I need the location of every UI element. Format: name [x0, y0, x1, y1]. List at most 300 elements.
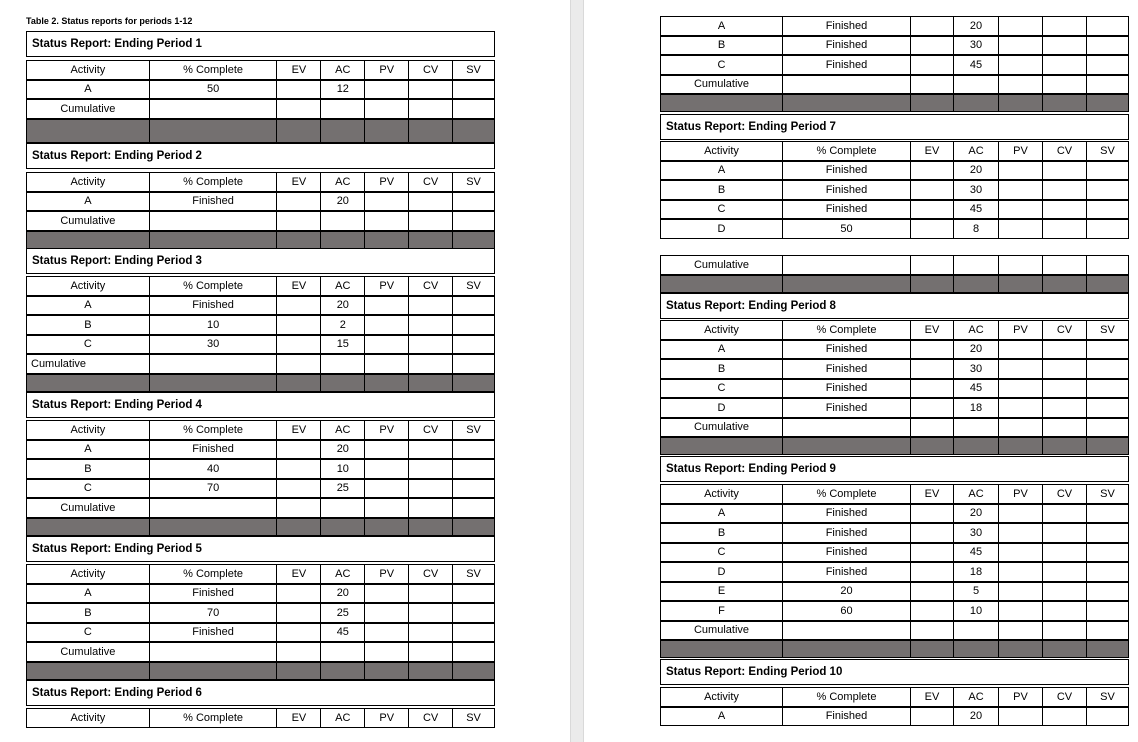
table-cell: A	[26, 440, 149, 460]
column-header-pv: PV	[364, 708, 408, 728]
column-header-row	[26, 172, 495, 192]
table-cell	[1086, 180, 1129, 200]
table-cell	[910, 582, 953, 602]
table-cell: 30	[953, 180, 998, 200]
table-cell: B	[660, 359, 782, 379]
table-cell	[364, 80, 408, 100]
column-header-ac: AC	[320, 172, 364, 192]
status-report-title: Status Report: Ending Period 8	[660, 293, 1129, 319]
table-cell	[276, 99, 320, 119]
table-cell	[408, 662, 452, 680]
table-cell: 10	[320, 459, 364, 479]
table-cell	[149, 231, 277, 249]
table-cell: 20	[320, 584, 364, 604]
table-cell	[276, 498, 320, 518]
table-cell: 20	[953, 504, 998, 524]
table-cell	[276, 440, 320, 460]
table-cell: A	[26, 192, 149, 212]
table-cell	[452, 623, 495, 643]
table-cell	[1042, 359, 1086, 379]
table-cell	[998, 219, 1042, 239]
table-cell	[364, 211, 408, 231]
table-cell	[364, 440, 408, 460]
table-cell	[149, 662, 277, 680]
table-cell: A	[26, 80, 149, 100]
table-cell: Finished	[149, 623, 277, 643]
table-cell: 70	[149, 479, 277, 499]
table-cell: 20	[320, 192, 364, 212]
table-cell: Finished	[782, 398, 910, 418]
table-cell: Finished	[782, 504, 910, 524]
table-cell	[910, 180, 953, 200]
column-header-pv: PV	[998, 484, 1042, 504]
activity-row	[660, 200, 1129, 220]
table-cell: A	[660, 340, 782, 360]
table-cell	[452, 662, 495, 680]
table-cell	[910, 219, 953, 239]
column-header-ac: AC	[320, 420, 364, 440]
status-report-title: Status Report: Ending Period 1	[26, 31, 495, 57]
column-header-ev: EV	[276, 708, 320, 728]
table-cell	[910, 340, 953, 360]
table-cell: A	[26, 296, 149, 316]
table-cell	[149, 498, 277, 518]
table-cell: B	[26, 603, 149, 623]
period-separator	[660, 275, 1129, 293]
table-cell	[1086, 437, 1129, 455]
activity-row	[660, 562, 1129, 582]
table-cell: Finished	[782, 523, 910, 543]
table-cell	[998, 562, 1042, 582]
activity-row	[660, 398, 1129, 418]
table-cell	[998, 437, 1042, 455]
table-cell: B	[660, 180, 782, 200]
table-cell: Finished	[782, 543, 910, 563]
table-cell: 20	[953, 707, 998, 727]
table-cell	[408, 231, 452, 249]
table-cell: B	[26, 459, 149, 479]
column-header-pv: PV	[998, 320, 1042, 340]
column-header-cv: CV	[408, 420, 452, 440]
table-cell	[320, 374, 364, 392]
table-cell	[452, 603, 495, 623]
table-cell	[276, 119, 320, 143]
table-cell	[452, 211, 495, 231]
column-header-sv: SV	[452, 172, 495, 192]
table-cell	[364, 354, 408, 374]
table-cell	[953, 418, 998, 438]
table-cell	[408, 440, 452, 460]
table-cell: 20	[320, 296, 364, 316]
table-cell	[320, 642, 364, 662]
column-header-ev: EV	[276, 564, 320, 584]
table-cell	[910, 707, 953, 727]
table-cell	[998, 543, 1042, 563]
table-cell	[910, 437, 953, 455]
table-cell	[276, 192, 320, 212]
column-header-sv: SV	[452, 564, 495, 584]
table-cell: 40	[149, 459, 277, 479]
table-cell	[998, 640, 1042, 658]
table-cell	[910, 359, 953, 379]
column-header-complete: % Complete	[149, 708, 277, 728]
table-cell	[452, 479, 495, 499]
table-cell: C	[660, 379, 782, 399]
table-cell	[998, 180, 1042, 200]
table-cell	[364, 99, 408, 119]
table-cell	[276, 211, 320, 231]
cumulative-row	[26, 99, 495, 119]
table-cell	[660, 275, 782, 293]
table-cell: 50	[149, 80, 277, 100]
table-cell	[1086, 504, 1129, 524]
table-cell	[998, 621, 1042, 641]
column-header-activity: Activity	[26, 708, 149, 728]
status-report-title: Status Report: Ending Period 3	[26, 248, 495, 274]
table-cell	[782, 437, 910, 455]
table-cell	[149, 374, 277, 392]
column-header-ac: AC	[953, 141, 998, 161]
table-cell	[276, 642, 320, 662]
activity-row	[660, 707, 1129, 727]
column-header-cv: CV	[1042, 687, 1086, 707]
table-cell	[320, 498, 364, 518]
column-header-ev: EV	[910, 687, 953, 707]
activity-row	[660, 180, 1129, 200]
column-header-complete: % Complete	[782, 141, 910, 161]
column-header-sv: SV	[452, 708, 495, 728]
table-cell	[452, 374, 495, 392]
column-header-cv: CV	[408, 60, 452, 80]
column-header-cv: CV	[1042, 141, 1086, 161]
cumulative-label: Cumulative	[26, 211, 149, 231]
table-cell	[1086, 94, 1129, 112]
table-cell	[1042, 640, 1086, 658]
table-cell	[452, 518, 495, 536]
table-cell	[660, 94, 782, 112]
table-cell: 50	[782, 219, 910, 239]
column-header-activity: Activity	[26, 420, 149, 440]
table-cell	[26, 119, 149, 143]
cumulative-row	[26, 354, 495, 374]
table-cell	[276, 296, 320, 316]
table-cell	[910, 523, 953, 543]
table-cell	[1086, 418, 1129, 438]
table-cell: 12	[320, 80, 364, 100]
table-cell	[1086, 523, 1129, 543]
table-cell	[998, 36, 1042, 56]
activity-row	[26, 335, 495, 355]
column-header-ev: EV	[276, 420, 320, 440]
cumulative-row	[26, 642, 495, 662]
cumulative-label: Cumulative	[660, 418, 782, 438]
status-report-title: Status Report: Ending Period 4	[26, 392, 495, 418]
column-header-complete: % Complete	[782, 320, 910, 340]
table-cell	[910, 640, 953, 658]
table-cell	[782, 621, 910, 641]
table-cell	[782, 94, 910, 112]
column-header-sv: SV	[1086, 687, 1129, 707]
table-cell	[998, 601, 1042, 621]
table-cell	[998, 75, 1042, 95]
table-cell	[953, 275, 998, 293]
table-cell	[1086, 640, 1129, 658]
table-cell: Finished	[782, 562, 910, 582]
status-report-title: Status Report: Ending Period 2	[26, 143, 495, 169]
activity-row	[26, 192, 495, 212]
table-cell: 2	[320, 315, 364, 335]
table-cell	[276, 603, 320, 623]
table-cell: 25	[320, 479, 364, 499]
table-cell	[660, 640, 782, 658]
table-cell	[364, 642, 408, 662]
table-cell	[910, 255, 953, 275]
column-header-ev: EV	[276, 276, 320, 296]
table-cell	[452, 498, 495, 518]
table-cell	[276, 315, 320, 335]
table-cell	[910, 16, 953, 36]
table-cell: 10	[149, 315, 277, 335]
column-header-cv: CV	[408, 564, 452, 584]
table-cell: 45	[953, 200, 998, 220]
table-cell: 30	[953, 36, 998, 56]
table-cell	[1086, 621, 1129, 641]
table-cell: 8	[953, 219, 998, 239]
table-cell	[1042, 180, 1086, 200]
table-cell	[910, 161, 953, 181]
table-cell: 45	[320, 623, 364, 643]
cumulative-row	[26, 498, 495, 518]
table-cell: Finished	[782, 36, 910, 56]
table-cell	[149, 354, 277, 374]
table-cell	[364, 459, 408, 479]
activity-row	[660, 601, 1129, 621]
table-cell: Finished	[782, 161, 910, 181]
table-cell	[452, 335, 495, 355]
table-cell	[320, 211, 364, 231]
column-header-complete: % Complete	[149, 60, 277, 80]
column-header-row	[660, 687, 1129, 707]
column-header-ac: AC	[320, 708, 364, 728]
table-cell: D	[660, 398, 782, 418]
column-header-row	[660, 484, 1129, 504]
table-cell: 45	[953, 55, 998, 75]
table-cell	[953, 437, 998, 455]
table-cell	[910, 418, 953, 438]
table-cell	[26, 231, 149, 249]
column-header-activity: Activity	[26, 172, 149, 192]
column-header-row	[660, 320, 1129, 340]
table-cell	[782, 640, 910, 658]
table-cell	[998, 379, 1042, 399]
table-cell	[1086, 161, 1129, 181]
column-header-sv: SV	[452, 420, 495, 440]
table-cell: Finished	[782, 707, 910, 727]
table-cell	[26, 518, 149, 536]
table-cell	[998, 340, 1042, 360]
table-cell: C	[26, 335, 149, 355]
table-cell	[408, 119, 452, 143]
table-cell	[1042, 161, 1086, 181]
table-cell	[320, 231, 364, 249]
table-cell	[782, 75, 910, 95]
table-cell	[276, 518, 320, 536]
table-cell	[1086, 255, 1129, 275]
table-cell	[998, 275, 1042, 293]
table-cell	[408, 296, 452, 316]
table-cell: 30	[149, 335, 277, 355]
table-cell	[276, 231, 320, 249]
table-cell	[149, 99, 277, 119]
table-cell: D	[660, 562, 782, 582]
activity-row	[660, 219, 1129, 239]
table-cell	[364, 119, 408, 143]
table-cell	[1086, 75, 1129, 95]
activity-row	[660, 36, 1129, 56]
table-cell: A	[660, 707, 782, 727]
page-gutter	[570, 0, 584, 742]
table-cell: Finished	[782, 379, 910, 399]
table-cell	[1042, 36, 1086, 56]
column-header-ev: EV	[910, 141, 953, 161]
table-cell: B	[26, 315, 149, 335]
table-cell: B	[660, 523, 782, 543]
table-cell	[910, 55, 953, 75]
column-header-pv: PV	[364, 172, 408, 192]
table-cell	[408, 642, 452, 662]
table-cell	[408, 354, 452, 374]
activity-row	[26, 603, 495, 623]
table-cell	[276, 623, 320, 643]
table-cell	[408, 603, 452, 623]
table-cell	[364, 315, 408, 335]
table-cell	[910, 275, 953, 293]
activity-row	[660, 504, 1129, 524]
table-cell	[408, 518, 452, 536]
table-cell	[910, 562, 953, 582]
table-cell	[276, 374, 320, 392]
table-cell: 20	[953, 16, 998, 36]
status-report-title: Status Report: Ending Period 5	[26, 536, 495, 562]
table-cell	[364, 231, 408, 249]
table-cell	[998, 523, 1042, 543]
table-cell	[998, 255, 1042, 275]
table-cell	[998, 398, 1042, 418]
column-header-ac: AC	[320, 60, 364, 80]
table-cell: A	[660, 504, 782, 524]
table-cell	[1086, 55, 1129, 75]
cumulative-label: Cumulative	[660, 255, 782, 275]
table-cell	[1042, 437, 1086, 455]
table-cell	[408, 374, 452, 392]
table-cell	[149, 642, 277, 662]
table-cell	[782, 418, 910, 438]
table-cell	[998, 707, 1042, 727]
table-cell: E	[660, 582, 782, 602]
table-cell: 18	[953, 562, 998, 582]
period-separator	[26, 662, 495, 680]
table-cell	[149, 119, 277, 143]
table-cell: 18	[953, 398, 998, 418]
activity-row	[660, 359, 1129, 379]
table-cell	[1042, 398, 1086, 418]
table-cell: A	[660, 16, 782, 36]
cumulative-row	[660, 418, 1129, 438]
column-header-ac: AC	[953, 687, 998, 707]
activity-row	[660, 543, 1129, 563]
table-cell: Finished	[149, 440, 277, 460]
column-header-cv: CV	[408, 276, 452, 296]
table-cell	[320, 354, 364, 374]
column-header-complete: % Complete	[149, 420, 277, 440]
table-cell	[26, 662, 149, 680]
status-report-title: Status Report: Ending Period 9	[660, 456, 1129, 482]
table-cell	[910, 36, 953, 56]
column-header-complete: % Complete	[149, 172, 277, 192]
table-cell	[1086, 562, 1129, 582]
table-cell: Finished	[149, 584, 277, 604]
table-cell	[364, 584, 408, 604]
table-cell	[364, 192, 408, 212]
table-cell	[1042, 16, 1086, 36]
column-header-activity: Activity	[660, 484, 782, 504]
activity-row	[26, 459, 495, 479]
table-cell	[1042, 379, 1086, 399]
table-cell	[953, 640, 998, 658]
table-caption: Table 2. Status reports for periods 1-12	[26, 16, 193, 26]
status-report-title: Status Report: Ending Period 7	[660, 114, 1129, 140]
column-header-sv: SV	[1086, 320, 1129, 340]
column-header-complete: % Complete	[782, 687, 910, 707]
table-cell	[408, 99, 452, 119]
status-report-title: Status Report: Ending Period 6	[26, 680, 495, 706]
column-header-activity: Activity	[660, 687, 782, 707]
table-cell: 20	[782, 582, 910, 602]
activity-row	[660, 161, 1129, 181]
table-cell	[1042, 601, 1086, 621]
table-cell	[1086, 219, 1129, 239]
table-cell	[1042, 340, 1086, 360]
table-cell	[452, 231, 495, 249]
table-cell	[408, 192, 452, 212]
column-header-cv: CV	[408, 708, 452, 728]
table-cell	[1086, 36, 1129, 56]
column-header-row	[26, 564, 495, 584]
column-header-pv: PV	[364, 564, 408, 584]
activity-row	[26, 584, 495, 604]
table-cell	[1086, 200, 1129, 220]
table-cell	[408, 479, 452, 499]
table-cell: 45	[953, 543, 998, 563]
column-header-activity: Activity	[26, 60, 149, 80]
table-cell	[452, 440, 495, 460]
column-header-pv: PV	[364, 276, 408, 296]
table-cell	[452, 296, 495, 316]
table-cell	[998, 504, 1042, 524]
table-cell	[1086, 16, 1129, 36]
table-cell: C	[660, 55, 782, 75]
column-header-sv: SV	[452, 276, 495, 296]
activity-row	[660, 16, 1129, 36]
column-header-cv: CV	[408, 172, 452, 192]
column-header-row	[26, 708, 495, 728]
table-cell	[364, 498, 408, 518]
table-cell: 10	[953, 601, 998, 621]
table-cell: Finished	[149, 296, 277, 316]
column-header-complete: % Complete	[782, 484, 910, 504]
table-cell	[910, 504, 953, 524]
table-cell: Finished	[149, 192, 277, 212]
